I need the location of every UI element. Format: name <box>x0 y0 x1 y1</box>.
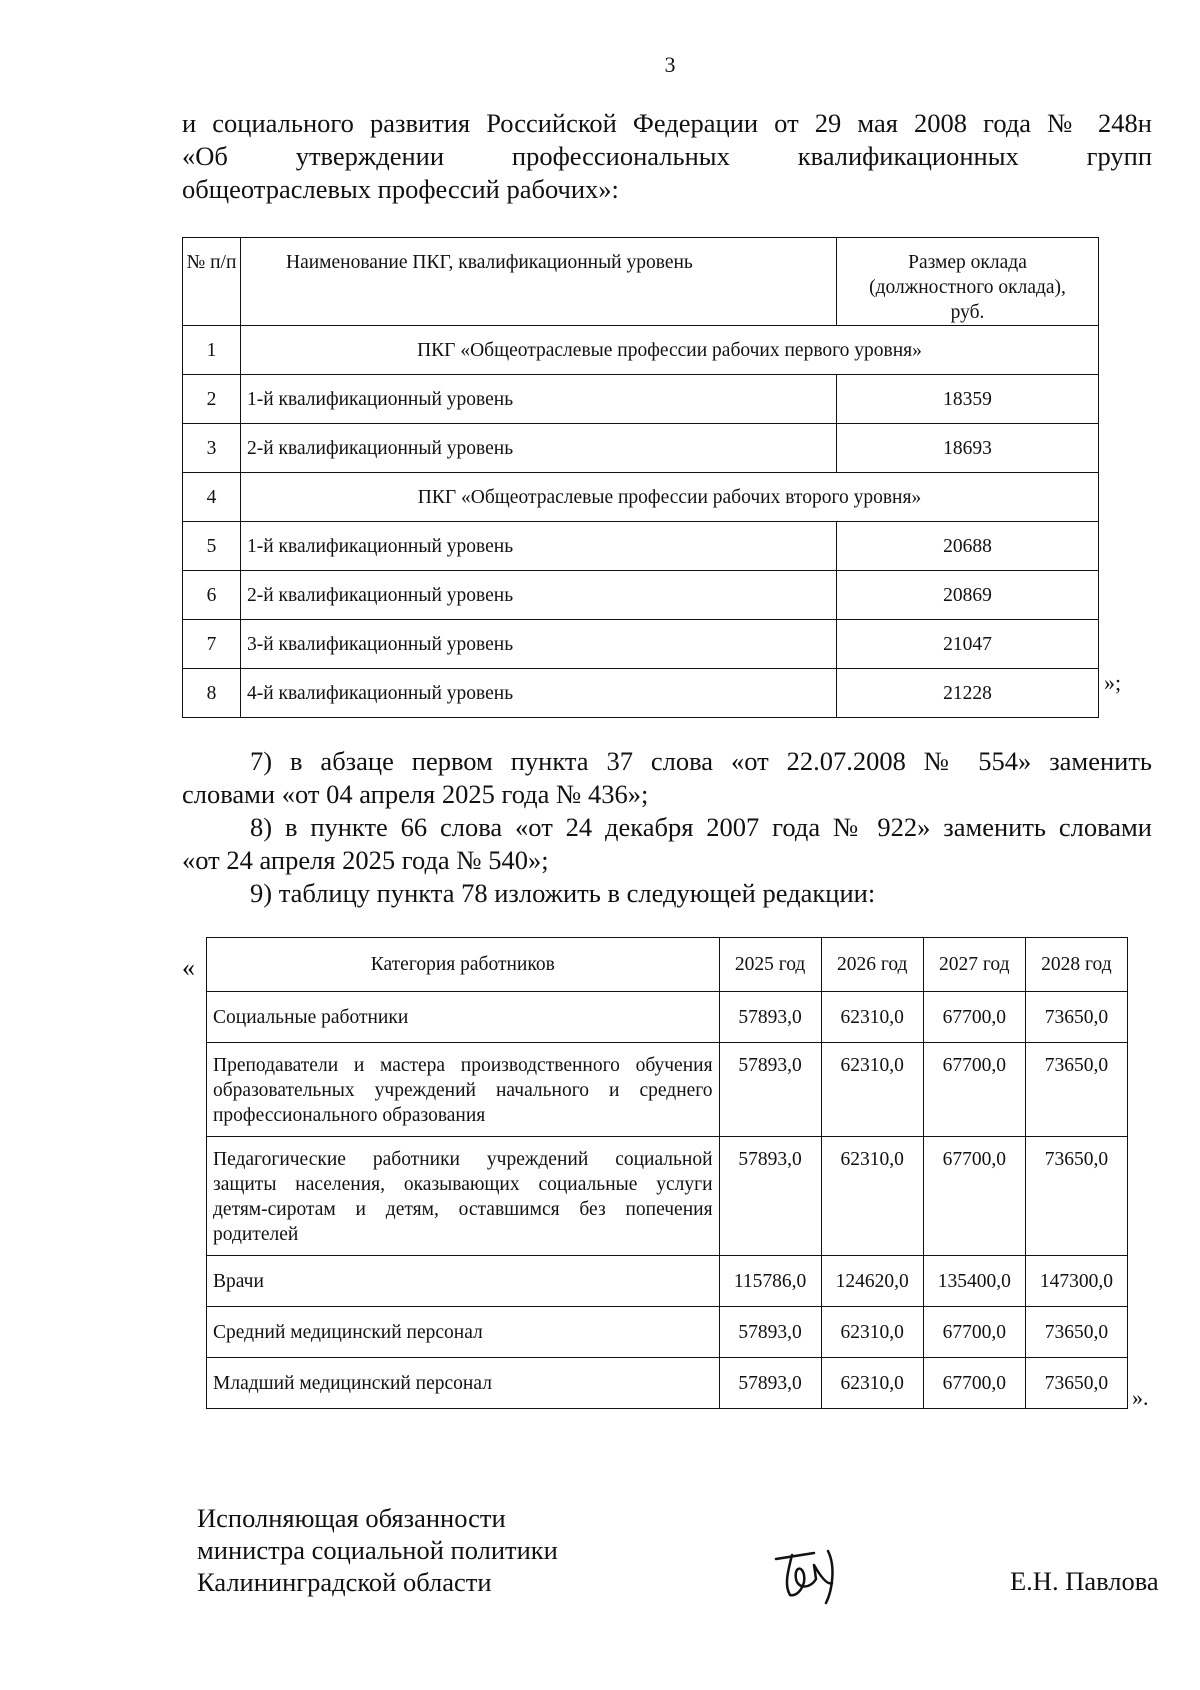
value-cell: 57893,0 <box>719 1137 821 1256</box>
table-row <box>183 620 1099 669</box>
value-cell: 57893,0 <box>719 1358 821 1409</box>
value-cell: 124620,0 <box>821 1256 923 1307</box>
level-name: 3-й квалификационный уровень <box>241 620 837 669</box>
salary-value: 21047 <box>837 620 1099 669</box>
row-number: 1 <box>183 326 241 375</box>
value-cell: 73650,0 <box>1025 992 1127 1043</box>
table-row <box>183 375 1099 424</box>
item-7-line: словами «от 04 апреля 2025 года № 436»; <box>182 779 649 809</box>
category-name: Младший медицинский персонал <box>207 1358 720 1409</box>
item-9-line: 9) таблицу пункта 78 изложить в следующей редакции: <box>250 878 876 908</box>
value-cell: 62310,0 <box>821 1307 923 1358</box>
table-row <box>183 326 1099 375</box>
row-number: 8 <box>183 669 241 718</box>
table-row <box>183 424 1099 473</box>
intro-line: и социального развития Российской Федерации от 29 мая 2008 года № 248н <box>182 108 1152 138</box>
value-cell: 67700,0 <box>923 1307 1025 1358</box>
table-header-row <box>207 938 1128 992</box>
value-cell: 73650,0 <box>1025 1043 1127 1137</box>
header-year: 2025 год <box>719 938 821 992</box>
row-number: 3 <box>183 424 241 473</box>
category-name: Врачи <box>207 1256 720 1307</box>
category-salary-table <box>206 937 1128 1409</box>
amendment-items <box>182 745 1152 910</box>
pkg-salary-table <box>182 237 1099 718</box>
table2-opening-mark: « <box>182 953 195 982</box>
value-cell: 57893,0 <box>719 1043 821 1137</box>
value-cell: 73650,0 <box>1025 1358 1127 1409</box>
position-line: Калининградской области <box>197 1567 492 1597</box>
salary-value: 18359 <box>837 375 1099 424</box>
salary-value: 21228 <box>837 669 1099 718</box>
value-cell: 62310,0 <box>821 1137 923 1256</box>
value-cell: 67700,0 <box>923 992 1025 1043</box>
value-cell: 62310,0 <box>821 992 923 1043</box>
page-number: 3 <box>664 52 676 77</box>
group-title: ПКГ «Общеотраслевые профессии рабочих второго уровня» <box>241 473 1099 522</box>
signatory-name: Е.Н. Павлова <box>1010 1566 1159 1596</box>
intro-line: «Об утверждении профессиональных квалификационных групп <box>182 141 1152 171</box>
signatory-position <box>197 1502 558 1598</box>
level-name: 1-й квалификационный уровень <box>241 522 837 571</box>
salary-value: 20688 <box>837 522 1099 571</box>
level-name: 2-й квалификационный уровень <box>241 571 837 620</box>
table-row <box>183 669 1099 718</box>
table-row <box>207 1137 1128 1256</box>
table1-closing-mark: »; <box>1104 670 1122 695</box>
value-cell: 62310,0 <box>821 1358 923 1409</box>
handwritten-signature-icon <box>770 1545 860 1605</box>
value-cell: 67700,0 <box>923 1137 1025 1256</box>
row-number: 2 <box>183 375 241 424</box>
category-name: Педагогические работники учреждений социальной защиты населения, оказывающих социальные услуги детям-сиротам и детям, оставшимся без попечения родителей <box>207 1137 720 1256</box>
row-number: 6 <box>183 571 241 620</box>
value-cell: 115786,0 <box>719 1256 821 1307</box>
row-number: 4 <box>183 473 241 522</box>
value-cell: 135400,0 <box>923 1256 1025 1307</box>
value-cell: 57893,0 <box>719 992 821 1043</box>
value-cell: 147300,0 <box>1025 1256 1127 1307</box>
intro-line: общеотраслевых профессий рабочих»: <box>182 174 619 204</box>
value-cell: 73650,0 <box>1025 1137 1127 1256</box>
level-name: 2-й квалификационный уровень <box>241 424 837 473</box>
header-name: Наименование ПКГ, квалификационный уровень <box>241 238 837 326</box>
table-row <box>207 1358 1128 1409</box>
salary-value: 20869 <box>837 571 1099 620</box>
category-name: Социальные работники <box>207 992 720 1043</box>
intro-paragraph <box>182 107 1152 206</box>
header-salary: Размер оклада (должностного оклада), руб. <box>837 238 1099 326</box>
item-7-line: 7) в абзаце первом пункта 37 слова «от 22.07.2008 № 554» заменить <box>250 746 1152 776</box>
position-line: Исполняющая обязанности <box>197 1503 506 1533</box>
value-cell: 62310,0 <box>821 1043 923 1137</box>
category-name: Преподаватели и мастера производственного обучения образовательных учреждений начального и среднего профессионального образования <box>207 1043 720 1137</box>
table-row <box>207 1256 1128 1307</box>
table-row <box>207 1043 1128 1137</box>
table-row <box>183 571 1099 620</box>
header-category: Категория работников <box>207 938 720 992</box>
table-row <box>183 473 1099 522</box>
item-8-line: «от 24 апреля 2025 года № 540»; <box>182 845 549 875</box>
group-title: ПКГ «Общеотраслевые профессии рабочих первого уровня» <box>241 326 1099 375</box>
table-header-row <box>183 238 1099 326</box>
header-year: 2026 год <box>821 938 923 992</box>
table-row <box>207 992 1128 1043</box>
value-cell: 73650,0 <box>1025 1307 1127 1358</box>
header-number: № п/п <box>183 238 241 326</box>
level-name: 1-й квалификационный уровень <box>241 375 837 424</box>
value-cell: 67700,0 <box>923 1358 1025 1409</box>
level-name: 4-й квалификационный уровень <box>241 669 837 718</box>
value-cell: 57893,0 <box>719 1307 821 1358</box>
value-cell: 67700,0 <box>923 1043 1025 1137</box>
table2-closing-mark: ». <box>1132 1385 1149 1410</box>
header-year: 2028 год <box>1025 938 1127 992</box>
position-line: министра социальной политики <box>197 1535 558 1565</box>
category-name: Средний медицинский персонал <box>207 1307 720 1358</box>
item-8-line: 8) в пункте 66 слова «от 24 декабря 2007 года № 922» заменить словами <box>250 812 1152 842</box>
row-number: 5 <box>183 522 241 571</box>
table-row <box>207 1307 1128 1358</box>
row-number: 7 <box>183 620 241 669</box>
table-row <box>183 522 1099 571</box>
salary-value: 18693 <box>837 424 1099 473</box>
header-year: 2027 год <box>923 938 1025 992</box>
